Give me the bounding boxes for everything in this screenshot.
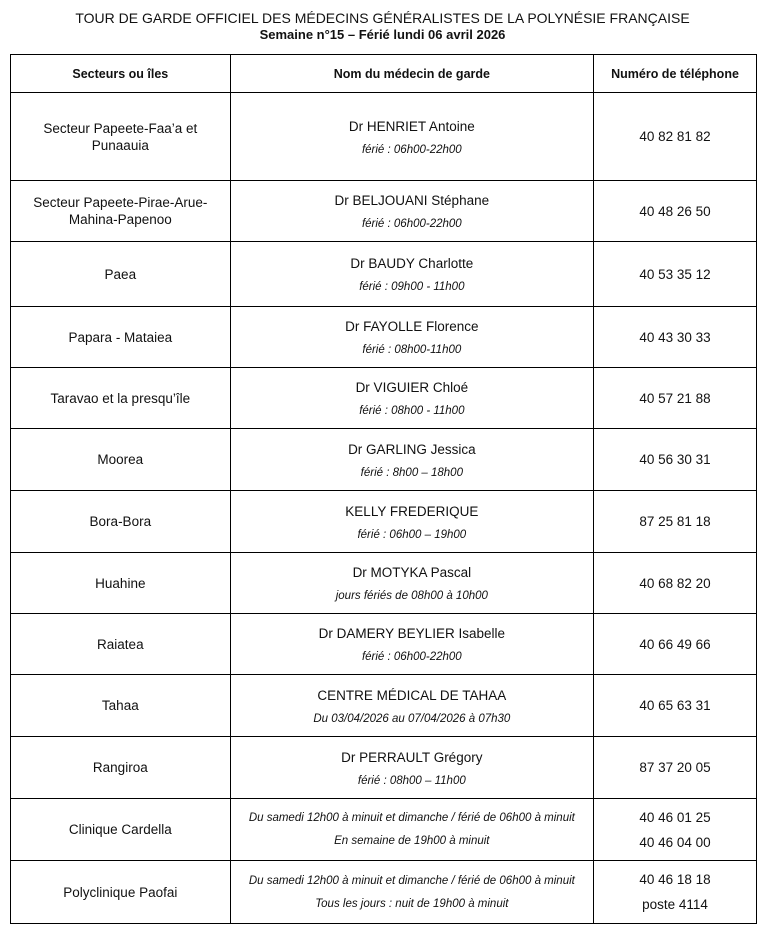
sector-cell: Secteur Papeete-Faa’a et Punaauia: [11, 93, 231, 181]
table-row: [11, 675, 757, 737]
duty-hours: férié : 06h00-22h00: [361, 651, 462, 663]
table-row: [11, 242, 757, 307]
on-call-table: [10, 54, 757, 924]
duty-hours: férié : 08h00 - 11h00: [359, 405, 465, 417]
doctor-cell: [230, 737, 593, 799]
doctor-name: Dr GARLING Jessica: [348, 441, 476, 457]
doctor-cell: [230, 491, 593, 553]
doctor-cell: [230, 429, 593, 491]
phone-cell: 40 43 30 33: [594, 307, 757, 368]
sector-cell: Tahaa: [11, 675, 231, 737]
doctor-cell: [230, 307, 593, 368]
duty-hours: férié : 09h00 - 11h00: [359, 281, 465, 293]
phone-cell: 40 65 63 31: [594, 675, 757, 737]
duty-hours: férié : 08h00 – 11h00: [357, 774, 466, 787]
phone-number: poste 4114: [642, 897, 708, 912]
table-row: [11, 368, 757, 429]
phone-cell: [594, 861, 757, 924]
table-row: [11, 737, 757, 799]
doctor-name: CENTRE MÉDICAL DE TAHAA: [317, 687, 507, 703]
table-row: [11, 553, 757, 614]
sector-cell: Rangiroa: [11, 737, 231, 799]
doctor-name: Dr BELJOUANI Stéphane: [334, 193, 490, 208]
duty-hours: férié : 06h00 – 19h00: [357, 528, 467, 541]
doctor-name: Dr BAUDY Charlotte: [350, 256, 474, 271]
sector-cell: Paea: [11, 242, 231, 307]
phone-cell: 40 82 81 82: [594, 93, 757, 181]
column-header-phone: Numéro de téléphone: [594, 55, 757, 93]
schedule-line: Du samedi 12h00 à minuit et dimanche / férié de 06h00 à minuit: [248, 874, 575, 887]
phone-cell: 40 48 26 50: [594, 181, 757, 242]
table-row: [11, 93, 757, 181]
doctor-name: Dr MOTYKA Pascal: [352, 565, 472, 580]
doctor-cell: [230, 553, 593, 614]
phone-cell: 87 37 20 05: [594, 737, 757, 799]
table-row: [11, 429, 757, 491]
phone-cell: 40 56 30 31: [594, 429, 757, 491]
doctor-name: KELLY FREDERIQUE: [345, 503, 479, 519]
doctor-cell: [230, 242, 593, 307]
schedule-line: Du samedi 12h00 à minuit et dimanche / férié de 06h00 à minuit: [248, 812, 575, 824]
doctor-cell: [230, 675, 593, 737]
sector-cell: Papara - Mataiea: [11, 307, 231, 368]
column-header-sector: Secteurs ou îles: [11, 55, 231, 93]
schedule-line: En semaine de 19h00 à minuit: [334, 835, 490, 847]
table-header-row: [11, 55, 757, 93]
table-row: [11, 491, 757, 553]
table-row: [11, 181, 757, 242]
phone-cell: 40 68 82 20: [594, 553, 757, 614]
doctor-cell: [230, 181, 593, 242]
duty-hours: férié : 06h00-22h00: [361, 218, 462, 230]
sector-cell: Secteur Papeete-Pirae-Arue-Mahina-Papenoo: [11, 181, 231, 242]
column-header-doctor: Nom du médecin de garde: [230, 55, 593, 93]
schedule-line: Tous les jours : nuit de 19h00 à minuit: [315, 897, 509, 910]
doctor-cell: [230, 614, 593, 675]
table-row: [11, 614, 757, 675]
duty-hours: férié : 06h00-22h00: [361, 143, 462, 156]
duty-hours: férié : 08h00-11h00: [362, 344, 462, 356]
doctor-name: Dr VIGUIER Chloé: [355, 380, 469, 395]
phone-number: 40 46 18 18: [639, 872, 711, 887]
document-title: TOUR DE GARDE OFFICIEL DES MÉDECINS GÉNÉRALISTES DE LA POLYNÉSIE FRANÇAISE: [75, 10, 690, 26]
table-row: [11, 799, 757, 861]
phone-number: 40 46 04 00: [639, 834, 711, 850]
sector-cell: Moorea: [11, 429, 231, 491]
doctor-name: Dr HENRIET Antoine: [348, 118, 475, 134]
document-subtitle: Semaine n°15 – Férié lundi 06 avril 2026: [259, 27, 506, 42]
table-row: [11, 861, 757, 924]
table-row: [11, 307, 757, 368]
doctor-cell: [230, 93, 593, 181]
doctor-name: Dr FAYOLLE Florence: [345, 319, 479, 334]
schedule-cell: [230, 861, 593, 924]
duty-hours: Du 03/04/2026 au 07/04/2026 à 07h30: [313, 712, 511, 725]
doctor-cell: [230, 368, 593, 429]
sector-cell: Polyclinique Paofai: [11, 861, 231, 924]
sector-cell: Taravao et la presqu’île: [11, 368, 231, 429]
sector-cell: Clinique Cardella: [11, 799, 231, 861]
phone-cell: 40 53 35 12: [594, 242, 757, 307]
phone-cell: 40 66 49 66: [594, 614, 757, 675]
phone-cell: 40 57 21 88: [594, 368, 757, 429]
duty-hours: jours fériés de 08h00 à 10h00: [335, 590, 488, 602]
phone-number: 40 46 01 25: [639, 809, 711, 825]
sector-cell: Raiatea: [11, 614, 231, 675]
duty-hours: férié : 8h00 – 18h00: [360, 466, 463, 479]
schedule-cell: [230, 799, 593, 861]
phone-cell: [594, 799, 757, 861]
doctor-name: Dr DAMERY BEYLIER Isabelle: [318, 626, 505, 641]
sector-cell: Huahine: [11, 553, 231, 614]
phone-cell: 87 25 81 18: [594, 491, 757, 553]
doctor-name: Dr PERRAULT Grégory: [341, 749, 483, 765]
sector-cell: Bora-Bora: [11, 491, 231, 553]
